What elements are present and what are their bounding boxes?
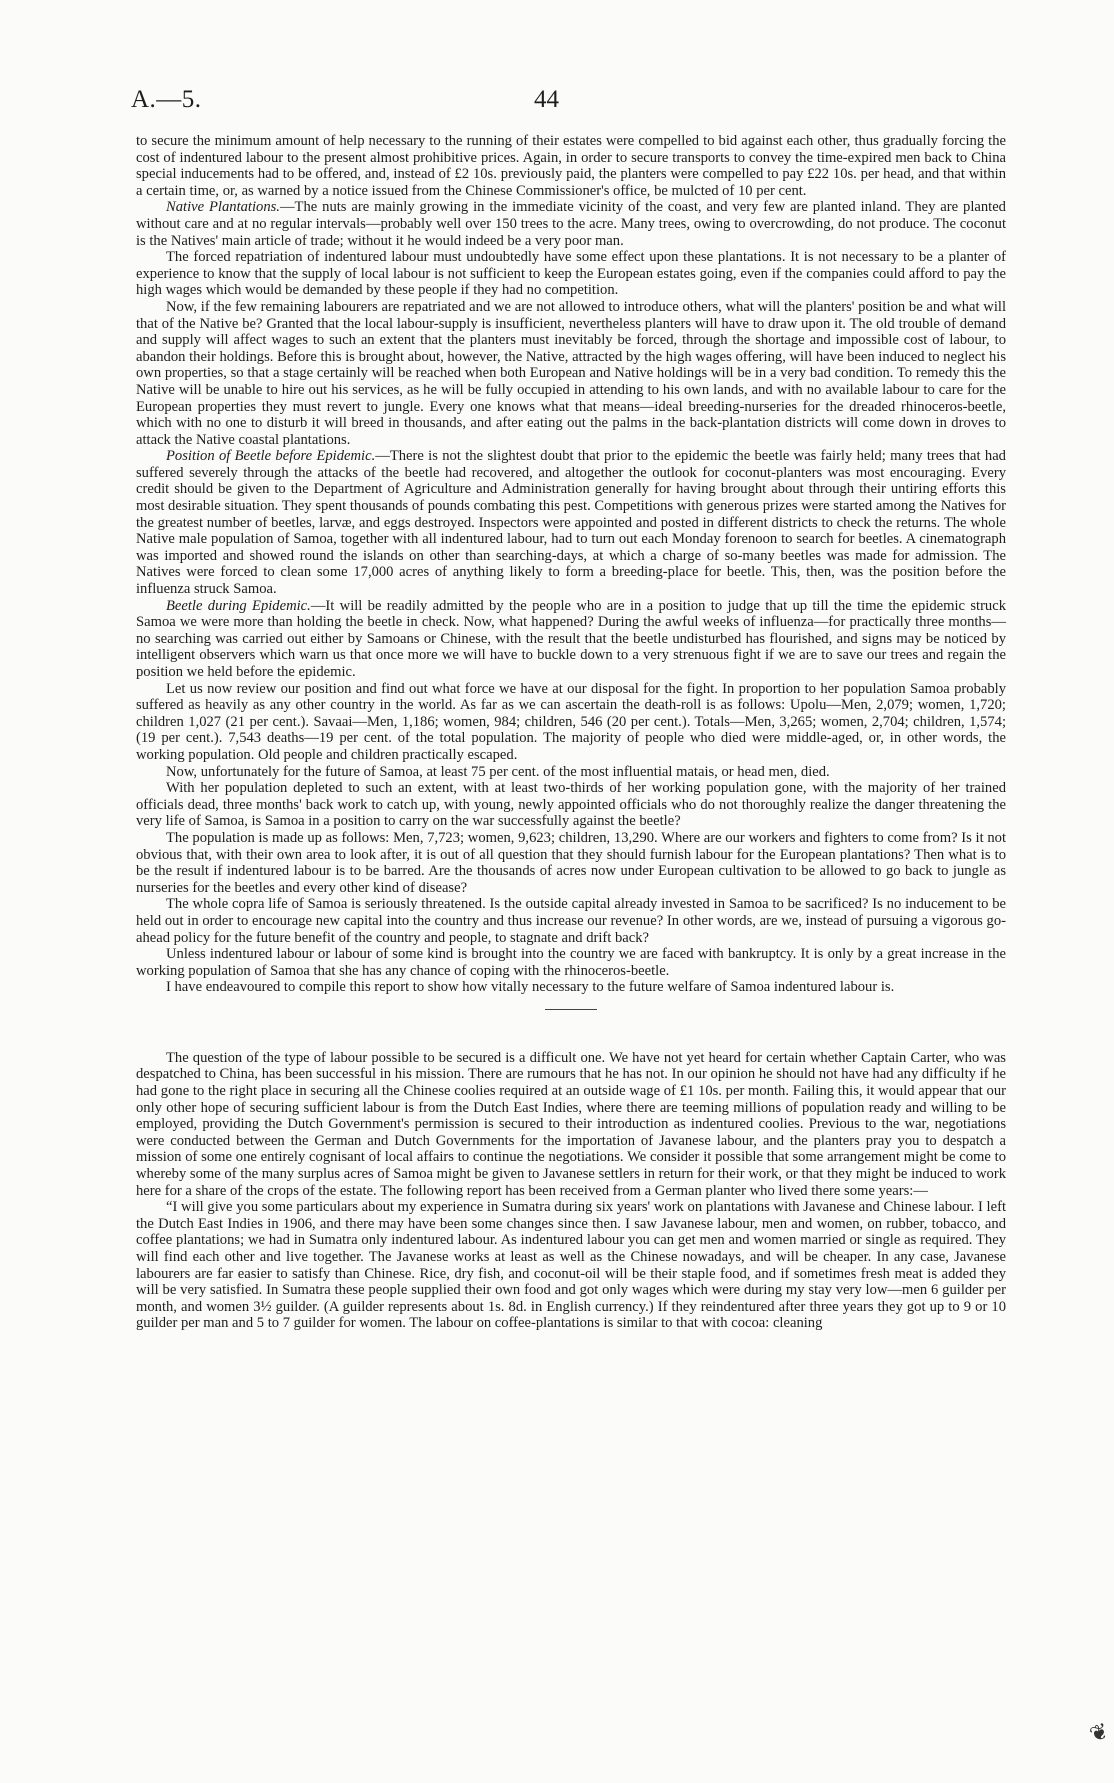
paragraph: Now, unfortunately for the future of Samoa, at least 75 per cent. of the most influential matais, or head men, died.: [166, 763, 830, 780]
document-body: [136, 133, 1006, 1332]
paragraph: With her population depleted to such an extent, with at least two-thirds of her working population gone, with the majority of her trained officials dead, three months' back work to catch up, with young, newly appointed officials who do not thoroughly realize the danger threatening the very life of Samoa, is Samoa in a position to carry on the war successfully against the beetle?: [136, 780, 1006, 830]
paragraph: Position of Beetle before Epidemic.—There is not the slightest doubt that prior to the epidemic the beetle was fairly held; many trees that had suffered severely through the attacks of the beetle had recovered, and altogether the outlook for coconut-planters was most encouraging. Every credit should be given to the Department of Agriculture and Administration generally for having brought about through their untiring efforts this most desirable situation. They spent thousands of pounds combating this pest. Competitions with generous prizes were started among the Natives for the greatest number of beetles, larvæ, and eggs destroyed. Inspectors were appointed and posted in different districts to check the returns. The whole Native male population of Samoa, together with all indentured labour, had to turn out each Monday forenoon to search for beetles. A cinematograph was imported and showed round the islands on other than searching-days, at which a charge of so-many beetles was made for admission. The Natives were forced to clean some 17,000 acres of anything likely to form a breeding-place for beetle. This, then, was the position before the influenza struck Samoa.: [136, 448, 1006, 598]
paragraph: Native Plantations.—The nuts are mainly growing in the immediate vicinity of the coast, and very few are planted inland. They are planted without care and at no regular intervals—probably well over 150 trees to the acre. Many trees, owing to overcrowding, do not produce. The coconut is the Natives' main article of trade; without it he would indeed be a very poor man.: [136, 199, 1006, 249]
section-heading: Position of Beetle before Epidemic.: [166, 448, 376, 465]
section-heading: Beetle during Epidemic.: [166, 597, 311, 614]
paragraph: Beetle during Epidemic.—It will be readily admitted by the people who are in a position to judge that up till the time the epidemic struck Samoa we were more than holding the beetle in check. Now, what happened? During the awful weeks of influenza—for practically three months—no searching was carried out either by Samoans or Chinese, with the result that the beetle undisturbed has flourished, and signs may be noticed by intelligent observers which warn us that once more we will have to buckle down to a very strenuous fight if we are to save our trees and regain the position we held before the epidemic.: [136, 597, 1007, 680]
quoted-paragraph: “I will give you some particulars about my experience in Sumatra during six years' work on plantations with Javanese and Chinese labour. I left the Dutch East Indies in 1906, and there may have been some changes since then. I saw Javanese labour, men and women, on rubber, tobacco, and coffee plantations; we had in Sumatra only indentured labour. As indentured labour you can get men and women married or single as required. They will find each other and live together. The Javanese works at least as well as the Chinese nowadays, and will be cheaper. In any case, Javanese labourers are far easier to satisfy than Chinese. Rice, dry fish, and coconut-oil will be their staple food, and if sometimes fresh meat is added they will be very satisfied. In Sumatra these people supplied their own food and got only wages which were during my stay very low—men 6 guilder per month, and women 3½ guilder. (A guilder represents about 1s. 8d. in English currency.) If they reindentured after three years they got up to 9 or 10 guilder per man and 5 to 7 guilder for women. The labour on coffee-plantations is similar to that with cocoa: cleaning: [136, 1199, 1006, 1332]
paragraph: The whole copra life of Samoa is seriously threatened. Is the outside capital already invested in Samoa to be sacrificed? Is no inducement to be held out in order to encourage new capital into the country and thus increase our revenue? In other words, are we, instead of pursuing a vigorous go-ahead policy for the future benefit of the country and people, to stagnate and drift back?: [136, 896, 1006, 946]
paragraph: Unless indentured labour or labour of some kind is brought into the country we are faced with bankruptcy. It is only by a great increase in the working population of Samoa that she has any chance of coping with the rhinoceros-beetle.: [136, 946, 1006, 979]
page-header: [0, 86, 1114, 116]
section-heading: Native Plantations.: [166, 199, 280, 216]
paragraph: Now, if the few remaining labourers are repatriated and we are not allowed to introduce others, what will the planters' position be and what will that of the Native be? Granted that the local labour-supply is insufficient, nevertheless planters will have to draw upon it. The old trouble of demand and supply will affect wages to such an extent that the planters must inevitably be forced, through the shortage and impossible cost of labour, to abandon their holdings. Before this is brought about, however, the Native, attracted by the high wages offering, will have been induced to neglect his own properties, so that a stage certainly will be reached when both European and Native holdings will be in a very bad condition. To remedy this the Native will be unable to hire out his services, as he will be fully occupied in attending to his own lands, and with no available labour to care for the European properties they must revert to jungle. Every one knows what that means—ideal breeding-nurseries for the dreaded rhinoceros-beetle, which with no one to disturb it will breed in thousands, and after eating out the palms in the back-plantation districts will come down in droves to attack the Native coastal plantations.: [136, 298, 1006, 448]
page-mark: ❦: [1086, 1717, 1112, 1748]
paragraph: to secure the minimum amount of help necessary to the running of their estates were compelled to bid against each other, thus gradually forcing the cost of indentured labour to the present almost prohibitive prices. Again, in order to secure transports to convey the time-expired men back to China special inducements had to be offered, and, instead of £2 10s. previously paid, the planters were compelled to pay £22 10s. per head, and that within a certain time, or, as warned by a notice issued from the Chinese Commissioner's office, be mulcted of 10 per cent.: [136, 133, 1006, 199]
page-number: 44: [534, 86, 559, 113]
paragraph: The forced repatriation of indentured labour must undoubtedly have some effect upon these plantations. It is not necessary to be a planter of experience to know that the supply of local labour is not sufficient to keep the European estates going, even if the companies could afford to pay the high wages which would be demanded by these people if they had no competition.: [136, 249, 1006, 299]
paragraph: The population is made up as follows: Men, 7,723; women, 9,623; children, 13,290. Where are our workers and fighters to come from? Is it not obvious that, with their own area to look after, it is out of all question that they should furnish labour for the European plantations? Then what is to be the result if indentured labour is to be barred. Are the thousands of acres now under European cultivation to be allowed to go back to jungle as nurseries for the beetles and every other kind of disease?: [136, 829, 1006, 896]
document-reference: A.—5.: [131, 86, 202, 113]
section-divider: [545, 1009, 597, 1010]
paragraph: I have endeavoured to compile this report to show how vitally necessary to the future welfare of Samoa indentured labour is.: [166, 979, 895, 996]
paragraph: The question of the type of labour possible to be secured is a difficult one. We have not yet heard for certain whether Captain Carter, who was despatched to China, has been successful in his mission. There are rumours that he has not. In our opinion he should not have had any difficulty if he had gone to the right place in securing all the Chinese coolies required at an outside wage of £1 10s. per month. Failing this, it would appear that our only other hope of securing sufficient labour is from the Dutch East Indies, where there are teeming millions of population ready and willing to be employed, providing the Dutch Government's permission is secured to their introduction as indentured coolies. Previous to the war, negotiations were conducted between the German and Dutch Governments for the importation of Javanese labour, and the planters pray you to despatch a mission of some one entirely cognisant of local affairs to continue the negotiations. We consider it possible that some arrangement might be come to whereby some of the many surplus acres of Samoa might be given to Javanese settlers in return for their work, or that they might be induced to work here for a share of the crops of the estate. The following report has been received from a German planter who lived there some years:—: [136, 1049, 1006, 1199]
paragraph: Let us now review our position and find out what force we have at our disposal for the fight. In proportion to her population Samoa probably suffered as heavily as any other country in the world. As far as we can ascertain the death-roll is as follows: Upolu—Men, 2,079; women, 1,720; children 1,027 (21 per cent.). Savaai—Men, 1,186; women, 984; children, 546 (20 per cent.). Totals—Men, 3,265; women, 2,704; children, 1,574; (19 per cent.). 7,543 deaths—19 per cent. of the total population. The majority of people who died were middle-aged, or, in other words, the working population. Old people and children practically escaped.: [136, 680, 1006, 763]
